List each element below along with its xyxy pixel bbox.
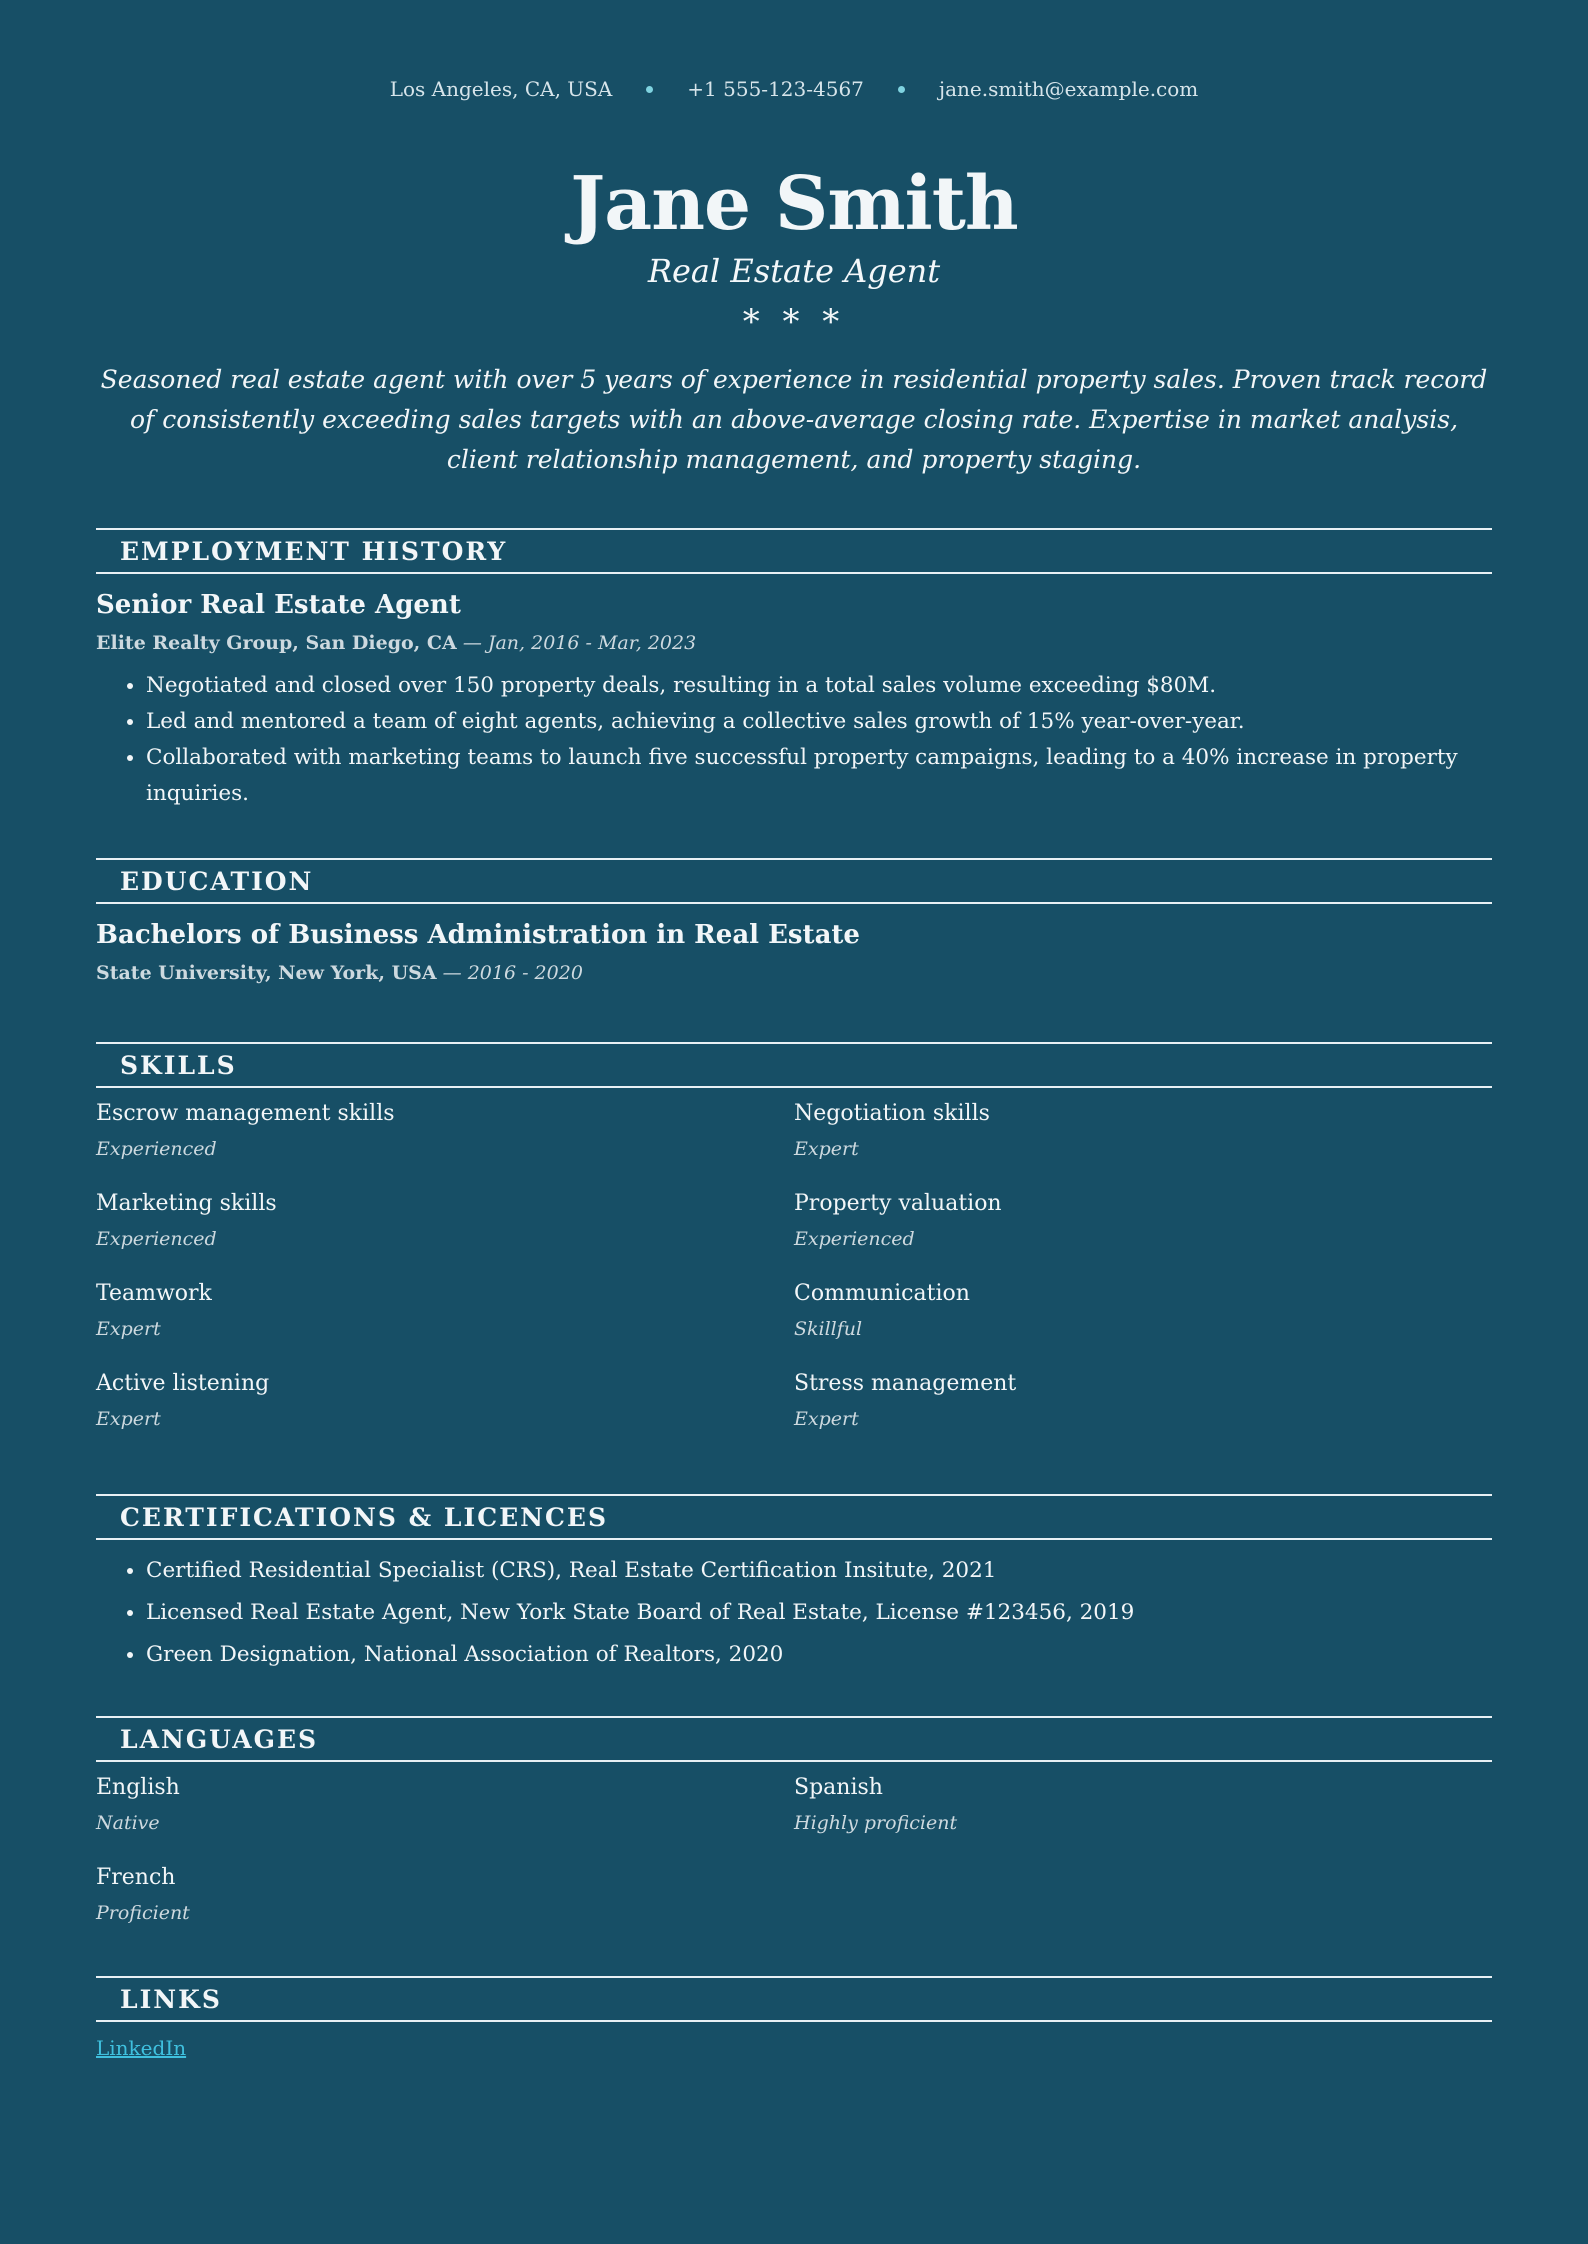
skill-item bbox=[96, 1188, 794, 1278]
contact-phone: +1 555-123-4567 bbox=[687, 77, 864, 101]
decorative-divider: * * * bbox=[742, 302, 846, 342]
section-heading: EDUCATION bbox=[96, 858, 1492, 904]
skill-item bbox=[794, 1098, 1492, 1188]
list-item: • Licensed Real Estate Agent, New York State Board of Real Estate, License #123456, 2019 bbox=[146, 1592, 1492, 1634]
skill-level: Expert bbox=[96, 1408, 161, 1430]
contact-email: jane.smith@example.com bbox=[938, 77, 1199, 101]
employer: Elite Realty Group, San Diego, CA bbox=[96, 632, 457, 654]
skill-item bbox=[794, 1278, 1492, 1368]
skill-item bbox=[96, 1278, 794, 1368]
list-item: • Collaborated with marketing teams to launch five successful property campaigns, leading to a 40% increase in property inquiries. bbox=[146, 740, 1492, 812]
skill-item bbox=[794, 1188, 1492, 1278]
bullet-separator-icon bbox=[898, 86, 905, 93]
skill-level: Experienced bbox=[96, 1228, 217, 1250]
certification-list bbox=[96, 1550, 1492, 1676]
degree-title: Bachelors of Business Administration in Real Estate bbox=[96, 920, 860, 950]
language-item bbox=[96, 1772, 794, 1862]
skill-level: Expert bbox=[96, 1318, 161, 1340]
languages-grid bbox=[96, 1772, 1492, 1952]
job-title: Real Estate Agent bbox=[647, 252, 941, 290]
skill-name: Marketing skills bbox=[96, 1191, 277, 1216]
language-item bbox=[96, 1862, 794, 1952]
skill-level: Experienced bbox=[96, 1138, 217, 1160]
contact-row bbox=[96, 74, 1492, 104]
skill-name: Active listening bbox=[96, 1371, 270, 1396]
language-level: Proficient bbox=[96, 1902, 190, 1924]
section-heading: CERTIFICATIONS & LICENCES bbox=[96, 1494, 1492, 1540]
candidate-name: Jane Smith bbox=[570, 161, 1018, 247]
skill-name: Teamwork bbox=[96, 1281, 212, 1306]
section-heading: EMPLOYMENT HISTORY bbox=[96, 528, 1492, 574]
resume-page bbox=[96, 0, 1492, 2060]
skill-name: Negotiation skills bbox=[794, 1101, 990, 1126]
skill-level: Experienced bbox=[794, 1228, 915, 1250]
skills-section bbox=[96, 1042, 1492, 1458]
list-item: • Certified Residential Specialist (CRS), Real Estate Certification Insitute, 2021 bbox=[146, 1550, 1492, 1592]
bullet-separator-icon bbox=[646, 86, 653, 93]
employment-section bbox=[96, 528, 1492, 812]
section-heading: LANGUAGES bbox=[96, 1716, 1492, 1762]
skill-item bbox=[96, 1098, 794, 1188]
position-title: Senior Real Estate Agent bbox=[96, 590, 461, 620]
language-level: Native bbox=[96, 1812, 160, 1834]
list-item: • Led and mentored a team of eight agents, achieving a collective sales growth of 15% year-over-year. bbox=[146, 704, 1492, 740]
school: State University, New York, USA bbox=[96, 962, 437, 984]
position-meta bbox=[96, 630, 1492, 656]
skill-name: Communication bbox=[794, 1281, 970, 1306]
language-name: Spanish bbox=[794, 1775, 883, 1800]
skill-level: Expert bbox=[794, 1138, 859, 1160]
education-meta bbox=[96, 960, 1492, 986]
skill-level: Expert bbox=[794, 1408, 859, 1430]
contact-location: Los Angeles, CA, USA bbox=[389, 77, 613, 101]
section-heading: LINKS bbox=[96, 1976, 1492, 2022]
skill-item bbox=[794, 1368, 1492, 1458]
skill-name: Escrow management skills bbox=[96, 1101, 395, 1126]
list-item: • Negotiated and closed over 150 property deals, resulting in a total sales volume exceeding $80M. bbox=[146, 668, 1492, 704]
skill-item bbox=[96, 1368, 794, 1458]
links-section bbox=[96, 1976, 1492, 2060]
profile-summary: Seasoned real estate agent with over 5 years of experience in residential property sales. Proven track record of consistently exceeding sales targets with an above-average closing rate. Expertise in market analysis, client relationship management, and property staging. bbox=[100, 365, 1488, 474]
certifications-section bbox=[96, 1494, 1492, 1676]
languages-section bbox=[96, 1716, 1492, 1952]
skill-name: Property valuation bbox=[794, 1191, 1002, 1216]
skills-grid bbox=[96, 1098, 1492, 1458]
language-item bbox=[794, 1772, 1492, 1862]
skill-level: Skillful bbox=[794, 1318, 863, 1340]
education-dates: — 2016 - 2020 bbox=[436, 962, 583, 984]
list-item: • Green Designation, National Association of Realtors, 2020 bbox=[146, 1634, 1492, 1676]
achievement-list bbox=[96, 668, 1492, 812]
language-name: English bbox=[96, 1775, 180, 1800]
skill-name: Stress management bbox=[794, 1371, 1017, 1396]
employment-dates: — Jan, 2016 - Mar, 2023 bbox=[456, 632, 697, 654]
linkedin-link[interactable]: LinkedIn bbox=[96, 2036, 187, 2060]
section-heading: SKILLS bbox=[96, 1042, 1492, 1088]
language-level: Highly proficient bbox=[794, 1812, 958, 1834]
language-name: French bbox=[96, 1865, 176, 1890]
education-section bbox=[96, 858, 1492, 986]
